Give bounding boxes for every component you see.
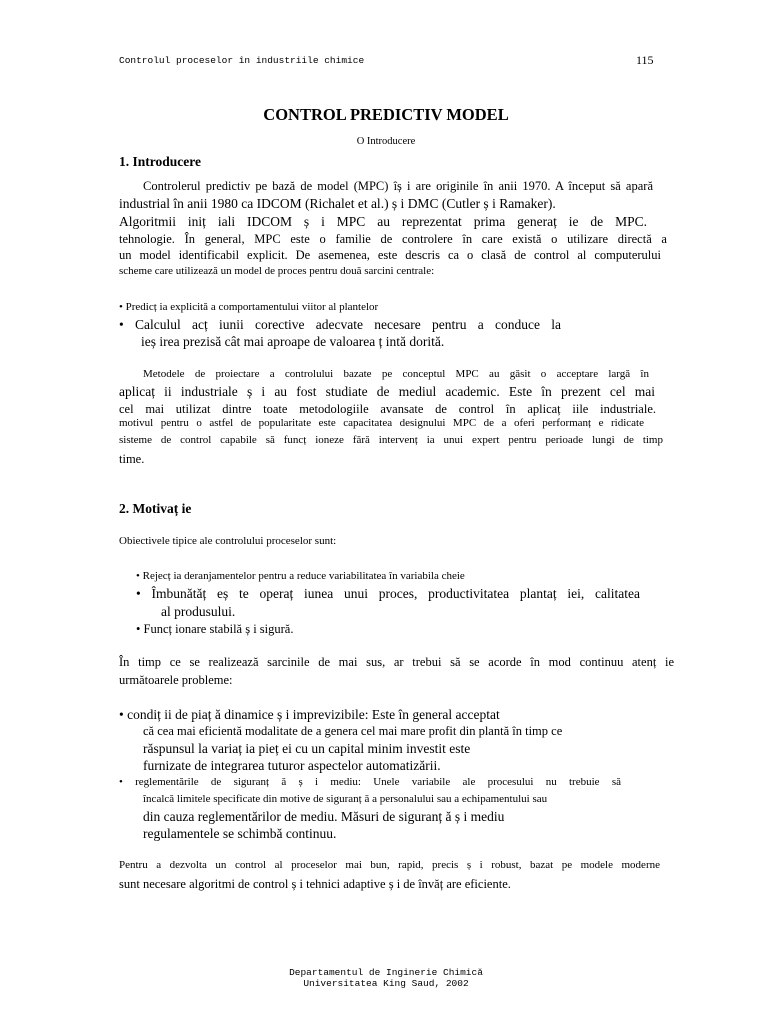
paragraph-line: Pentru a dezvolta un control al proceselor mai bun, rapid, precis ș i robust, bazat pe modele moderne xyxy=(119,859,660,871)
paragraph-line: Algoritmii iniț iali IDCOM ș i MPC au reprezentat prima generaț ie de MPC. xyxy=(119,214,647,229)
paragraph-line: aplicaț ii industriale ș i au fost studiate de mediul academic. Este în prezent cel mai xyxy=(119,384,655,399)
document-title: CONTROL PREDICTIV MODEL xyxy=(263,105,509,124)
bullet-continuation: răspunsul la variaț ia pieț ei cu un capital minim investit este xyxy=(143,741,471,756)
paragraph-line: scheme care utilizează un model de proces pentru două sarcini centrale: xyxy=(119,265,435,277)
bullet-item: • condiț ii de piaț ă dinamice ș i imprevizibile: Este în general acceptat xyxy=(119,707,500,722)
paragraph-line: sisteme de control capabile să funcț ioneze fără intervenț ia unui expert pentru perioade lungi de timp xyxy=(119,434,663,446)
bullet-continuation: furnizate de integrarea tuturor aspectelor automatizării. xyxy=(143,758,441,773)
bullet-continuation: al produsului. xyxy=(161,604,236,619)
bullet-continuation: încalcă limitele specificate din motive de siguranț ă a personalului sau a echipamentului sau xyxy=(143,793,548,805)
footer-department: Departamentul de Inginerie Chimică xyxy=(289,967,483,978)
bullet-continuation: din cauza reglementărilor de mediu. Măsuri de siguranț ă ș i mediu xyxy=(143,809,505,824)
paragraph-line: În timp ce se realizează sarcinile de mai sus, ar trebui să se acorde în mod continuu atenț ie xyxy=(119,655,674,669)
bullet-item: • reglementările de siguranț ă ș i mediu: Unele variabile ale procesului nu trebuie să xyxy=(119,776,621,788)
bullet-item: • Rejecț ia deranjamentelor pentru a reduce variabilitatea în variabila cheie xyxy=(136,570,465,582)
paragraph-line: industrial în anii 1980 ca IDCOM (Richalet et al.) ș i DMC (Cutler ș i Ramaker). xyxy=(119,196,556,211)
bullet-item: • Predicț ia explicită a comportamentului viitor al plantelor xyxy=(119,301,379,313)
footer-university: Universitatea King Saud, 2002 xyxy=(303,978,469,989)
paragraph-line: cel mai utilizat dintre toate metodologiile avansate de control în aplicaț iile industriale. xyxy=(119,402,656,416)
bullet-item: • Îmbunătăț eș te operaț iunea unui proces, productivitatea plantaț iei, calitatea xyxy=(136,586,640,601)
section-2-heading: 2. Motivaț ie xyxy=(119,501,192,516)
page-number: 115 xyxy=(636,53,654,67)
bullet-item: • Funcț ionare stabilă ș i sigură. xyxy=(136,622,294,636)
paragraph-line: motivul pentru o astfel de popularitate este capacitatea designului MPC de a oferi performanț e ridicate xyxy=(119,417,644,429)
paragraph-line: un model identificabil explicit. De asemenea, este descris ca o clasă de control al computerului xyxy=(119,248,661,262)
paragraph-line: time. xyxy=(119,452,145,466)
bullet-item: • Calculul acț iunii corective adecvate necesare pentru a conduce la xyxy=(119,317,561,332)
bullet-continuation: regulamentele se schimbă continuu. xyxy=(143,826,337,841)
bullet-continuation: că cea mai eficientă modalitate de a genera cel mai mare profit din plantă în timp ce xyxy=(143,724,563,738)
paragraph-line: Metodele de proiectare a controlului bazate pe conceptul MPC au găsit o acceptare largă în xyxy=(143,368,649,380)
paragraph-line: Obiectivele tipice ale controlului proceselor sunt: xyxy=(119,535,337,547)
document-subtitle: O Introducere xyxy=(356,136,416,147)
paragraph-line: tehnologie. În general, MPC este o familie de controlere în care există o utilizare directă a xyxy=(119,232,667,246)
paragraph-line: sunt necesare algoritmi de control ș i tehnici adaptive ș i de învăț are eficiente. xyxy=(119,877,511,891)
running-header: Controlul proceselor în industriile chimice xyxy=(119,55,365,66)
paragraph-line: Controlerul predictiv pe bază de model (MPC) îș i are originile în anii 1970. A început să apară xyxy=(143,179,653,193)
paragraph-line: următoarele probleme: xyxy=(119,673,233,687)
bullet-continuation: ieș irea prezisă cât mai aproape de valoarea ț intă dorită. xyxy=(141,334,445,349)
section-1-heading: 1. Introducere xyxy=(119,154,201,169)
